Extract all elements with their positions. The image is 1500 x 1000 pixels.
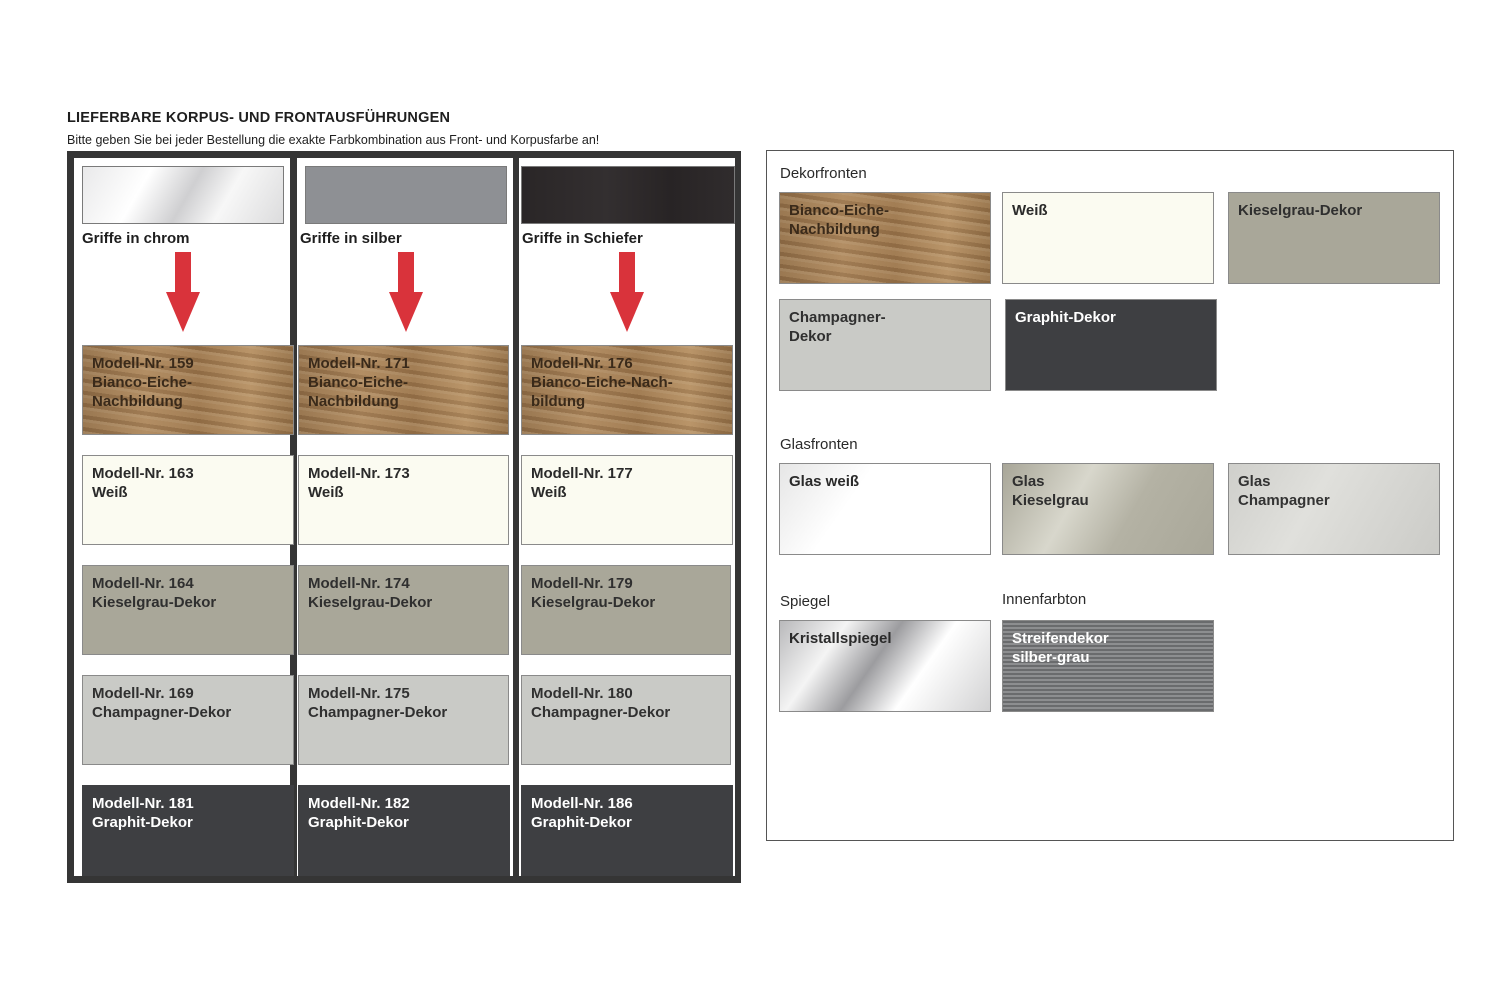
model-color: Nachbildung: [92, 393, 183, 410]
model-color: Champagner-Dekor: [308, 704, 448, 721]
model-swatch-kieselgrau: [521, 565, 731, 655]
handle-label: Griffe in Schiefer: [522, 230, 643, 247]
arrow-down-icon: [166, 252, 200, 332]
model-color: Bianco-Eiche-: [308, 374, 409, 391]
model-number: Modell-Nr. 186: [531, 795, 633, 812]
model-color: Champagner-Dekor: [531, 704, 671, 721]
dekor-swatch-kieselgrau: [1228, 192, 1440, 284]
model-swatch-graphit: [82, 785, 294, 876]
model-color: Weiß: [308, 484, 344, 501]
innen-swatch-streifendekor: [1002, 620, 1214, 712]
dekor-swatch-graphit: [1005, 299, 1217, 391]
swatch-label: silber-grau: [1012, 649, 1090, 666]
model-swatch-oak: [521, 345, 733, 435]
swatch-label: Glas: [1012, 473, 1045, 490]
swatch-label: Champagner: [1238, 492, 1330, 509]
dekor-swatch-oak: [779, 192, 991, 284]
glas-swatch-weiss: [779, 463, 991, 555]
model-swatch-champagner: [82, 675, 294, 765]
model-color: bildung: [531, 393, 586, 410]
page-title: LIEFERBARE KORPUS- UND FRONTAUSFÜHRUNGEN: [67, 110, 451, 126]
model-number: Modell-Nr. 173: [308, 465, 410, 482]
swatch-label: Weiß: [1012, 202, 1048, 219]
model-swatch-weiss: [298, 455, 509, 545]
model-color: Weiß: [531, 484, 567, 501]
arrow-down-icon: [389, 252, 423, 332]
model-color: Bianco-Eiche-Nach-: [531, 374, 673, 391]
swatch-label: Glas: [1238, 473, 1271, 490]
handle-swatch-schiefer: [521, 166, 735, 224]
swatch-label: Bianco-Eiche-: [789, 202, 890, 219]
column-silber: [297, 158, 513, 876]
model-color: Graphit-Dekor: [92, 814, 193, 831]
swatch-label: Nachbildung: [789, 221, 880, 238]
model-swatch-graphit: [298, 785, 510, 876]
swatch-label: Kieselgrau: [1012, 492, 1089, 509]
handle-swatch-chrom: [82, 166, 284, 224]
spiegel-swatch-kristall: [779, 620, 991, 712]
model-color: Nachbildung: [308, 393, 399, 410]
column-schiefer: [519, 158, 735, 876]
model-swatch-oak: [298, 345, 509, 435]
model-grid: [67, 151, 741, 883]
model-swatch-oak: [82, 345, 294, 435]
glas-swatch-kieselgrau: [1002, 463, 1214, 555]
swatch-label: Kieselgrau-Dekor: [1238, 202, 1363, 219]
column-chrom: [74, 158, 290, 876]
swatch-label: Graphit-Dekor: [1015, 309, 1116, 326]
glas-swatch-champagner: [1228, 463, 1440, 555]
model-number: Modell-Nr. 175: [308, 685, 410, 702]
model-color: Kieselgrau-Dekor: [531, 594, 656, 611]
section-heading-spiegel: Spiegel: [780, 593, 831, 610]
model-number: Modell-Nr. 171: [308, 355, 410, 372]
section-heading-innenfarbton: Innenfarbton: [1002, 591, 1087, 608]
model-color: Kieselgrau-Dekor: [308, 594, 433, 611]
swatch-label: Kristallspiegel: [789, 630, 892, 647]
model-swatch-graphit: [521, 785, 733, 876]
model-number: Modell-Nr. 177: [531, 465, 633, 482]
model-number: Modell-Nr. 174: [308, 575, 410, 592]
model-color: Kieselgrau-Dekor: [92, 594, 217, 611]
dekor-swatch-weiss: [1002, 192, 1214, 284]
model-number: Modell-Nr. 169: [92, 685, 194, 702]
swatch-label: Champagner-: [789, 309, 886, 326]
model-number: Modell-Nr. 163: [92, 465, 194, 482]
model-number: Modell-Nr. 180: [531, 685, 633, 702]
model-number: Modell-Nr. 164: [92, 575, 194, 592]
model-color: Weiß: [92, 484, 128, 501]
model-swatch-kieselgrau: [298, 565, 509, 655]
handle-swatch-silber: [305, 166, 507, 224]
model-swatch-weiss: [82, 455, 294, 545]
swatch-label: Glas weiß: [789, 473, 860, 490]
dekor-swatch-champagner: [779, 299, 991, 391]
swatch-label: Streifendekor: [1012, 630, 1109, 647]
model-swatch-kieselgrau: [82, 565, 294, 655]
model-number: Modell-Nr. 176: [531, 355, 633, 372]
arrow-down-icon: [610, 252, 644, 332]
model-color: Bianco-Eiche-: [92, 374, 193, 391]
section-heading-dekorfronten: Dekorfronten: [780, 165, 867, 182]
handle-label: Griffe in chrom: [82, 230, 190, 247]
model-number: Modell-Nr. 159: [92, 355, 194, 372]
model-color: Champagner-Dekor: [92, 704, 232, 721]
model-color: Graphit-Dekor: [531, 814, 632, 831]
model-swatch-weiss: [521, 455, 733, 545]
swatch-label: Dekor: [789, 328, 832, 345]
model-number: Modell-Nr. 179: [531, 575, 633, 592]
handle-label: Griffe in silber: [300, 230, 402, 247]
model-number: Modell-Nr. 182: [308, 795, 410, 812]
model-swatch-champagner: [521, 675, 731, 765]
model-color: Graphit-Dekor: [308, 814, 409, 831]
page-subtitle: Bitte geben Sie bei jeder Bestellung die exakte Farbkombination aus Front- und Korpusfarbe an!: [67, 133, 600, 147]
model-number: Modell-Nr. 181: [92, 795, 194, 812]
section-heading-glasfronten: Glasfronten: [780, 436, 858, 453]
finish-overview-panel: [766, 150, 1454, 841]
model-swatch-champagner: [298, 675, 509, 765]
